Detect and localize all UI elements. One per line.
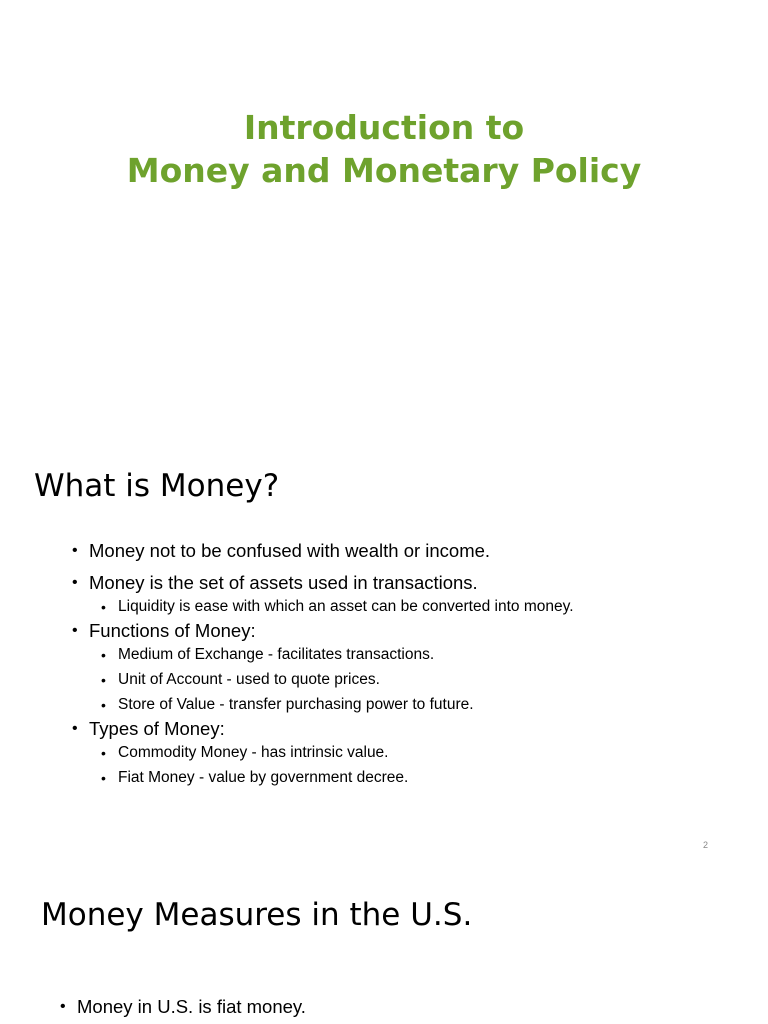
sub-bullet-item: • Store of Value - transfer purchasing power to future.: [101, 695, 574, 715]
money-measures-heading: Money Measures in the U.S.: [41, 897, 473, 933]
slide-title: [0, 106, 768, 192]
bullet-item: [72, 540, 574, 562]
page-number: 2: [703, 840, 709, 850]
sub-bullets: [101, 597, 574, 617]
what-is-money-heading: What is Money?: [34, 468, 280, 504]
bullet-text: Money not to be confused with wealth or income.: [89, 540, 491, 561]
what-is-money-bullets: [72, 540, 574, 791]
sub-bullet-item: • Medium of Exchange - facilitates transactions.: [101, 645, 574, 665]
bullet-item: [60, 996, 306, 1018]
sub-bullet-item: • Unit of Account - used to quote prices.: [101, 670, 574, 690]
sub-bullet-item: • Fiat Money - value by government decree.: [101, 768, 574, 788]
sub-bullets: [101, 743, 574, 788]
title-line-2: Money and Monetary Policy: [126, 151, 642, 190]
sub-bullets: [101, 645, 574, 715]
sub-bullet-item: • Liquidity is ease with which an asset can be converted into money.: [101, 597, 574, 617]
bullet-item: [72, 572, 574, 617]
bullet-item: [72, 718, 574, 788]
bullet-text: Functions of Money:: [89, 620, 256, 641]
bullet-text: Money is the set of assets used in transactions.: [89, 572, 478, 593]
bullet-text: Money in U.S. is fiat money.: [77, 996, 306, 1017]
bullet-item: [72, 620, 574, 715]
bullet-text: Types of Money:: [89, 718, 225, 739]
money-measures-bullets: [60, 996, 306, 1024]
title-line-1: Introduction to: [243, 108, 525, 147]
sub-bullet-item: • Commodity Money - has intrinsic value.: [101, 743, 574, 763]
